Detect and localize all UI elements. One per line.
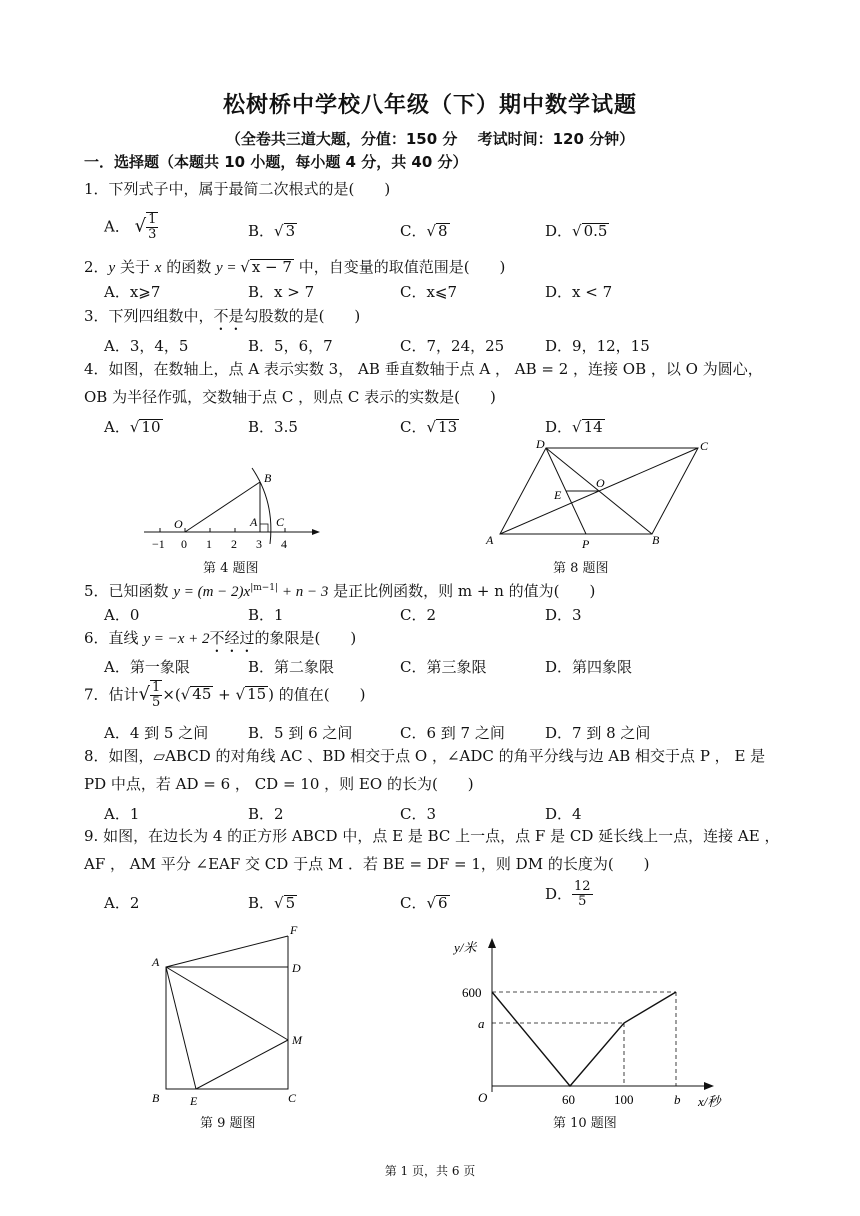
- q7-option-a: A．4 到 5 之间: [104, 724, 209, 742]
- label-o: O: [596, 476, 605, 490]
- q6-option-d: D．第四象限: [545, 658, 633, 676]
- y-axis-arrow: [488, 938, 496, 948]
- q3-option-c: C．7，24，25: [400, 337, 505, 355]
- tick-label: −1: [152, 537, 165, 551]
- q7-option-b: B．5 到 6 之间: [248, 724, 353, 742]
- x-tick-label: 100: [614, 1092, 634, 1107]
- segment-ob: [185, 482, 260, 532]
- label-a: A: [152, 955, 160, 969]
- q2-option-b: B．x > 7: [248, 283, 315, 301]
- label-c: C: [276, 515, 285, 529]
- page-title: 松树桥中学校八年级（下）期中数学试题: [222, 93, 637, 118]
- segment-af: [166, 936, 288, 967]
- tick-label: 0: [181, 537, 187, 551]
- question-4-line-1: 4．如图，在数轴上，点 A 表示实数 3， AB 垂直数轴于点 A ， AB = 2 ，连接 OB ，以 O 为圆心，: [84, 360, 763, 378]
- y-tick-label: 600: [462, 985, 482, 1000]
- figure-9: [148, 920, 318, 1110]
- label-c: C: [288, 1091, 297, 1105]
- figure-8-caption: 第 8 题图: [553, 561, 609, 576]
- q2-option-a: A．x⩾7: [104, 283, 161, 301]
- question-8-line-1: 8．如图，▱ABCD 的对角线 AC 、BD 相交于点 O ，∠ADC 的角平分线与边 AB 相交于点 P ， E 是: [84, 747, 766, 765]
- question-3: 3．下列四组数中，不是勾股数的是( ): [84, 307, 361, 325]
- question-9-line-1: 9. 如图，在边长为 4 的正方形 ABCD 中，点 E 是 BC 上一点，点 F 是 CD 延长线上一点，连接 AE ，: [84, 827, 780, 845]
- q1-option-c: C．√ 8: [400, 222, 448, 240]
- question-9-line-2: AF ， AM 平分 ∠EAF 交 CD 于点 M ．若 BE = DF = 1，则 DM 的长度为( ): [84, 855, 650, 873]
- label-a: A: [486, 533, 494, 547]
- label-d: D: [292, 961, 301, 975]
- q4-option-a: A．√ 10: [104, 418, 161, 436]
- question-8-line-2: PD 中点，若 AD = 6 ， CD = 10 ，则 EO 的长为( ): [84, 775, 474, 793]
- label-e: E: [190, 1094, 198, 1108]
- q8-option-a: A．1: [104, 805, 140, 823]
- tick-label: 1: [206, 537, 212, 551]
- q3-option-b: B．5，6，7: [248, 337, 333, 355]
- q9-option-a: A．2: [104, 894, 140, 912]
- q8-option-c: C．3: [400, 805, 437, 823]
- figure-4-caption: 第 4 题图: [203, 561, 259, 576]
- question-7: 7．估计√ $\frac{1}{5}$ ×(√ 45 + √ 15 ) 的值在( ): [84, 680, 366, 711]
- q5-option-a: A．0: [104, 606, 140, 624]
- q2-option-d: D．x < 7: [545, 283, 613, 301]
- tick-label: 3: [256, 537, 262, 551]
- segment-ae: [166, 967, 196, 1089]
- label-b: B: [652, 533, 660, 547]
- section-heading: 一．选择题（本题共 10 小题，每小题 4 分，共 40 分）: [84, 153, 468, 171]
- q6-option-c: C．第三象限: [400, 658, 487, 676]
- q5-option-c: C．2: [400, 606, 437, 624]
- square-abcd: [166, 967, 288, 1089]
- y-tick-label: a: [478, 1016, 485, 1031]
- q5-option-b: B．1: [248, 606, 284, 624]
- exam-info: （全卷共三道大题，分值：150 分 考试时间：120 分钟）: [225, 130, 635, 148]
- segment-am: [166, 967, 288, 1040]
- q7-option-d: D．7 到 8 之间: [545, 724, 651, 742]
- label-b: B: [264, 471, 272, 485]
- tick-label: 2: [231, 537, 237, 551]
- origin-label: O: [478, 1090, 488, 1105]
- q3-option-d: D．9，12，15: [545, 337, 650, 355]
- x-tick-label: b: [674, 1092, 681, 1107]
- fraction: $\frac{1}{5}$: [152, 680, 161, 711]
- question-4-line-2: OB 为半径作弧，交数轴于点 C ，则点 C 表示的实数是( ): [84, 388, 496, 406]
- figure-9-caption: 第 9 题图: [200, 1116, 256, 1131]
- q3-option-a: A．3，4，5: [104, 337, 189, 355]
- q4-option-c: C．√ 13: [400, 418, 458, 436]
- label-d: D: [536, 437, 545, 451]
- q6-option-a: A．第一象限: [104, 658, 190, 676]
- figure-10: [448, 926, 738, 1112]
- q4-option-d: D．√ 14: [545, 418, 603, 436]
- label-f: F: [290, 923, 298, 937]
- page-footer: 第 1 页，共 6 页: [384, 1164, 476, 1178]
- q8-option-d: D．4: [545, 805, 582, 823]
- segment-em: [196, 1040, 288, 1089]
- label-c: C: [700, 439, 709, 453]
- x-axis-arrow: [704, 1082, 714, 1090]
- q8-option-b: B．2: [248, 805, 284, 823]
- q6-option-b: B．第二象限: [248, 658, 335, 676]
- figure-4: [140, 462, 330, 554]
- x-axis-label: x/秒: [698, 1094, 721, 1109]
- q7-option-c: C．6 到 7 之间: [400, 724, 505, 742]
- y-axis-label: y/米: [454, 940, 477, 955]
- right-angle-mark: [260, 524, 268, 532]
- graph-line: [492, 992, 676, 1086]
- question-6: 6．直线 y = −x + 2不经过的象限是( ): [84, 629, 357, 647]
- question-2: 2．y 关于 x 的函数 y = √ x − 7 中，自变量的取值范围是( ): [84, 258, 506, 276]
- label-o: O: [174, 517, 183, 531]
- question-5: 5．已知函数 $y = (m - 2)x^{|m-1|} + n - 3$ 是正比例函数，则 m + n 的值为( ): [84, 582, 596, 600]
- label-a: A: [250, 515, 258, 529]
- figure-10-caption: 第 10 题图: [553, 1116, 617, 1131]
- label-m: M: [292, 1033, 302, 1047]
- label-b: B: [152, 1091, 160, 1105]
- q1-option-d: D．√ 0.5: [545, 222, 608, 240]
- q4-option-b: B．3.5: [248, 418, 298, 436]
- q2-option-c: C．x⩽7: [400, 283, 458, 301]
- q9-option-c: C．√ 6: [400, 894, 448, 912]
- label-p: P: [582, 537, 590, 550]
- fraction: $\frac{1}{3}$: [148, 212, 157, 243]
- x-tick-label: 60: [562, 1092, 575, 1107]
- figure-8: [480, 436, 720, 550]
- q1-option-b: B．√ 3: [248, 222, 296, 240]
- q1-option-a: A． √ $\frac{1}{3}$: [104, 212, 157, 243]
- label-e: E: [554, 488, 562, 502]
- q5-option-d: D．3: [545, 606, 582, 624]
- q9-option-b: B．√ 5: [248, 894, 296, 912]
- question-1: 1．下列式子中，属于最简二次根式的是( ): [84, 180, 391, 198]
- number-line-arrow: [312, 529, 320, 535]
- fraction: $\frac{12}{5}$: [574, 879, 591, 910]
- q9-option-d: D． $\frac{12}{5}$: [545, 879, 591, 910]
- tick-label: 4: [281, 537, 287, 551]
